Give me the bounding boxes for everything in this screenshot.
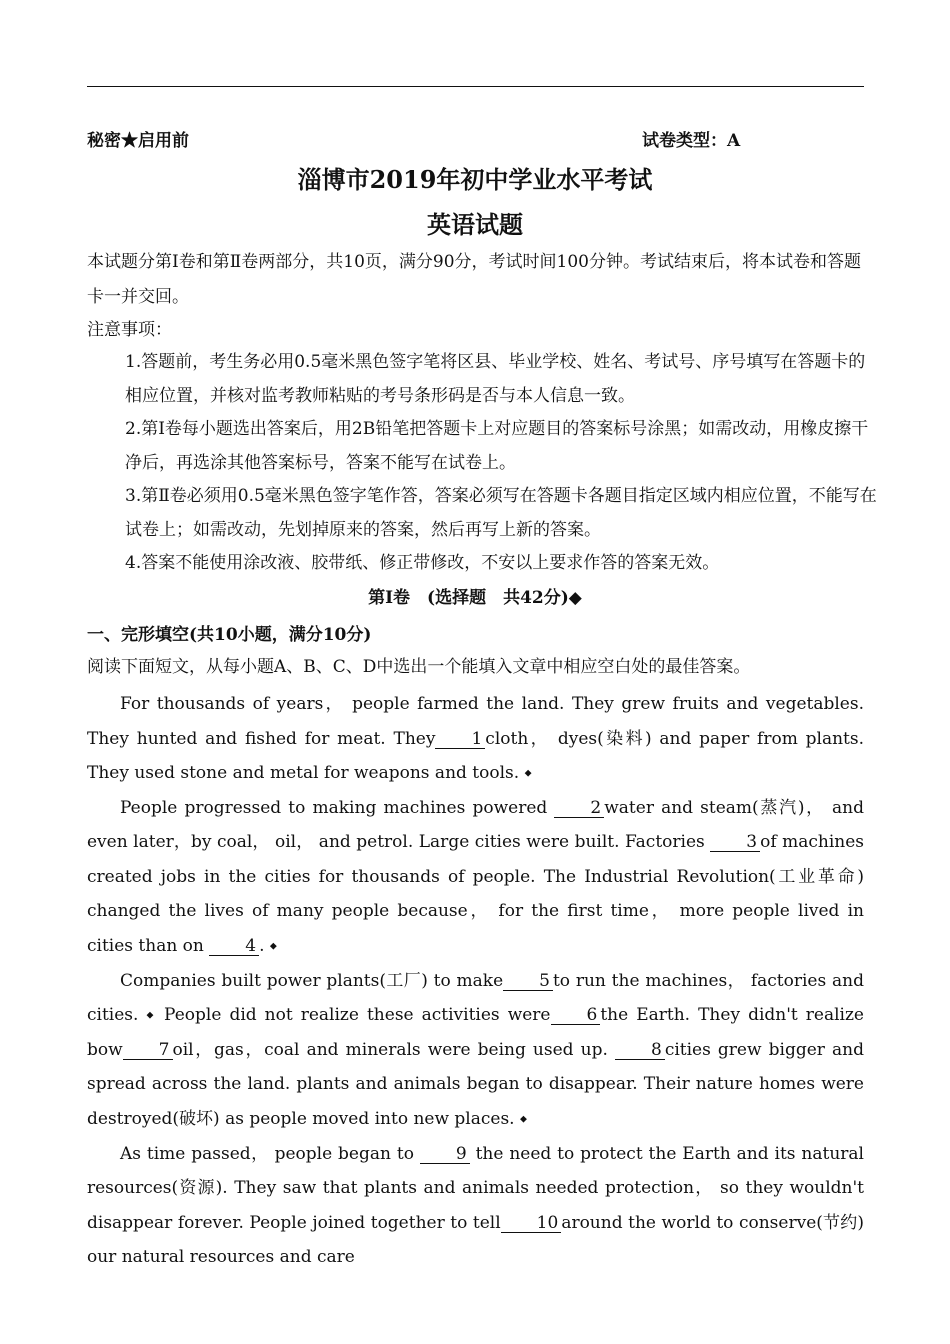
diamond-icon: ◆ (524, 768, 532, 779)
text: Companies built power plants(工厂) to make (120, 970, 504, 991)
text: People progressed to making machines powered (120, 797, 555, 818)
text: oil，gas，coal and minerals were being used up. (172, 1039, 615, 1060)
blank-9: 9 (420, 1145, 470, 1164)
exam-title: 淄博市2019年初中学业水平考试 (297, 165, 653, 194)
blank-4: 4 (209, 937, 259, 956)
top-rule (87, 86, 864, 87)
diamond-icon: ◆ (146, 1010, 157, 1021)
paragraph-4 (87, 1137, 864, 1275)
text: of machines created jobs in the cities for thousands of people. The Industrial Revolution(工业革命) changed the lives of many people because， for the first time， more people lived in cities than on (87, 832, 865, 956)
text: around the world to conserve(节约) our natural resources and care (87, 1212, 864, 1267)
diamond-icon: ◆ (269, 941, 277, 951)
note-item: 1.答题前，考生务必用0.5毫米黑色签字笔将区县、毕业学校、姓名、考试号、序号填写在答题卡的相应位置，并核对监考教师粘贴的考号条形码是否与本人信息一致。 (125, 352, 866, 406)
confidential-label: 秘密★启用前 (87, 131, 189, 151)
blank-6: 6 (551, 1006, 601, 1025)
note-item: 2.第I卷每小题选出答案后，用2B铅笔把答题卡上对应题目的答案标号涂黑；如需改动，用橡皮擦干净后，再选涂其他答案标号，答案不能写在试卷上。 (125, 419, 869, 473)
text: the Earth. They didn't realize bow (87, 1005, 864, 1060)
text: to run the machines， factories and cities. (87, 970, 864, 1025)
text: As time passed， people began to (120, 1143, 420, 1164)
notes-list (87, 346, 877, 581)
blank-1: 1 (435, 730, 485, 749)
blank-7: 7 (123, 1041, 173, 1060)
cloze-passage (87, 687, 864, 1275)
intro-text: 本试题分第Ⅰ卷和第Ⅱ卷两部分，共10页，满分90分，考试时间100分钟。考试结束后，将本试卷和答题卡一并交回。 (87, 252, 861, 307)
notes-label: 注意事项： (87, 320, 172, 340)
blank-3: 3 (710, 833, 760, 852)
text: water and steam(蒸汽)， and even later，by coal， oil， and petrol. Large cities were built. Factories (87, 797, 864, 853)
text: the need to protect the Earth and its natural resources(资源). They saw that plants and animals needed protection， so they wouldn't disappear forever. People joined together to tell (87, 1143, 864, 1233)
exam-subtitle: 英语试题 (427, 210, 523, 239)
text: cities grew bigger and spread across the land. plants and animals began to disappear. Their nature homes were destroyed(破坏) as people moved into new places. (87, 1039, 864, 1129)
blank-8: 8 (615, 1041, 665, 1060)
text: . (259, 935, 270, 956)
blank-5: 5 (503, 972, 553, 991)
note-item: 3.第Ⅱ卷必须用0.5毫米黑色签字笔作答，答案必须写在答题卡各题目指定区域内相应位置，不能写在试卷上；如需改动，先划掉原来的答案，然后再写上新的答案。 (125, 486, 877, 540)
part-title: 一、完形填空(共10小题，满分10分) (87, 625, 372, 645)
paragraph-2 (87, 791, 864, 964)
text: For thousands of years， people farmed the land. They grew fruits and vegetables. They hunted and fished for meat. They (87, 694, 864, 749)
paragraph-1 (87, 687, 864, 791)
diamond-icon: ◆ (520, 1114, 527, 1124)
section-title: 第Ⅰ卷 (选择题 共42分)◆ (368, 588, 582, 608)
paper-type-label: 试卷类型：A (642, 131, 741, 151)
paragraph-3 (87, 964, 864, 1137)
text: People did not realize these activities were (156, 1005, 551, 1025)
text: cloth， dyes(染料) and paper from plants. They used stone and metal for weapons and tools. (87, 728, 864, 783)
instruction: 阅读下面短文，从每小题A、B、C、D中选出一个能填入文章中相应空白处的最佳答案。 (87, 657, 751, 677)
blank-10: 10 (501, 1214, 562, 1233)
note-item: 4.答案不能使用涂改液、胶带纸、修正带修改，不安以上要求作答的答案无效。 (125, 553, 720, 573)
blank-2: 2 (554, 799, 604, 818)
